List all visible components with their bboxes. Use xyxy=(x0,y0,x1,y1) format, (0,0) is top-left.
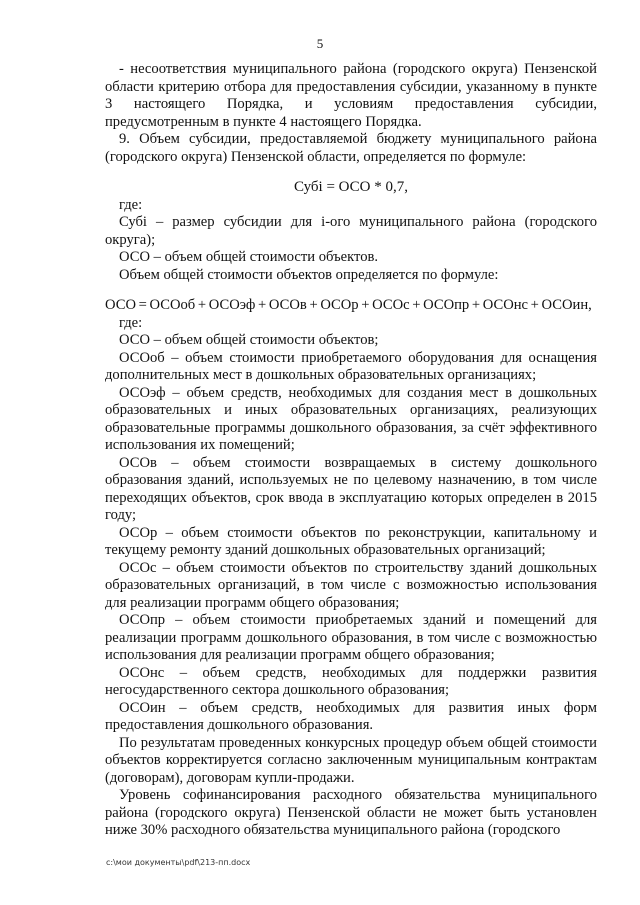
where-label-2: где: xyxy=(119,314,143,331)
formula-oso: ОСО = ОСОоб + ОСОэф + ОСОв + ОСОр + ОСОс + ОСОпр + ОСОнс + ОСОин, xyxy=(105,297,592,313)
definition-osons: ОСОнс – объем средств, необходимых для поддержки развития негосударственного сектора дошкольного образования; xyxy=(105,664,597,698)
paragraph-noncompliance: - несоответствия муниципального района (городского округа) Пензенской области критерию отбора для предоставления субсидии, указанному в пункте 3 настоящего Порядка, и условиям предоставления субсидии, предусмотренным в пункте 4 настоящего Порядка. xyxy=(105,61,597,130)
definition-osor: ОСОр – объем стоимости объектов по реконструкции, капитальному и текущему ремонту зданий дошкольных образовательных организаций; xyxy=(105,524,597,558)
paragraph-item-9: 9. Объем субсидии, предоставляемой бюджету муниципального района (городского округа) Пензенской области, определяется по формуле: xyxy=(105,131,597,165)
where-label-1: где: xyxy=(119,196,143,213)
paragraph-oso-formula-intro: Объем общей стоимости объектов определяется по формуле: xyxy=(119,266,499,283)
document-body xyxy=(105,61,597,840)
definition-osov: ОСОв – объем стоимости возвращаемых в систему дошкольного образования зданий, используемых не по целевому назначению, в том числе переходящих объектов, срок ввода в эксплуатацию которых определен в 2015 году; xyxy=(105,454,597,523)
definition-oso: ОСО – объем общей стоимости объектов. xyxy=(119,249,379,265)
formula-subsidy: Субi = ОСО * 0,7, xyxy=(293,179,409,195)
definition-osoob: ОСОоб – объем стоимости приобретаемого оборудования для оснащения дополнительных мест в дошкольных образовательных организациях; xyxy=(105,349,597,383)
definition-osoef: ОСОэф – объем средств, необходимых для создания мест в дошкольных образовательных и иных образовательных организациях, реализующих образовательные программы дошкольного образования, за счёт эффективного использования их помещений; xyxy=(105,384,597,453)
page-number: 5 xyxy=(316,36,324,51)
definition-oso-total: ОСО – объем общей стоимости объектов; xyxy=(119,332,379,348)
definition-sub-i: Субi – размер субсидии для i-ого муниципального района (городского округа); xyxy=(105,214,597,248)
paragraph-contract-adjustment: По результатам проведенных конкурсных процедур объем общей стоимости объектов корректируется согласно заключенным муниципальным контрактам (договорам), договорам купли-продажи. xyxy=(105,734,597,786)
definition-osopr: ОСОпр – объем стоимости приобретаемых зданий и помещений для реализации программ дошкольного образования, в том числе с возможностью использования для реализации программ общего образования; xyxy=(105,612,597,663)
paragraph-cofinancing-level: Уровень софинансирования расходного обязательства муниципального района (городского округа) Пензенской области не может быть установлен ниже 30% расходного обязательства муниципального района (городского xyxy=(105,787,597,838)
definition-osoin: ОСОин – объем средств, необходимых для развития иных форм предоставления дошкольного образования. xyxy=(105,699,597,733)
definition-osos: ОСОс – объем стоимости объектов по строительству зданий дошкольных образовательных организаций, в том числе с возможностью использования для реализации программ общего образования; xyxy=(105,559,597,611)
footer-file-path: c:\мои документы\pdf\213-пп.docx xyxy=(106,858,251,867)
